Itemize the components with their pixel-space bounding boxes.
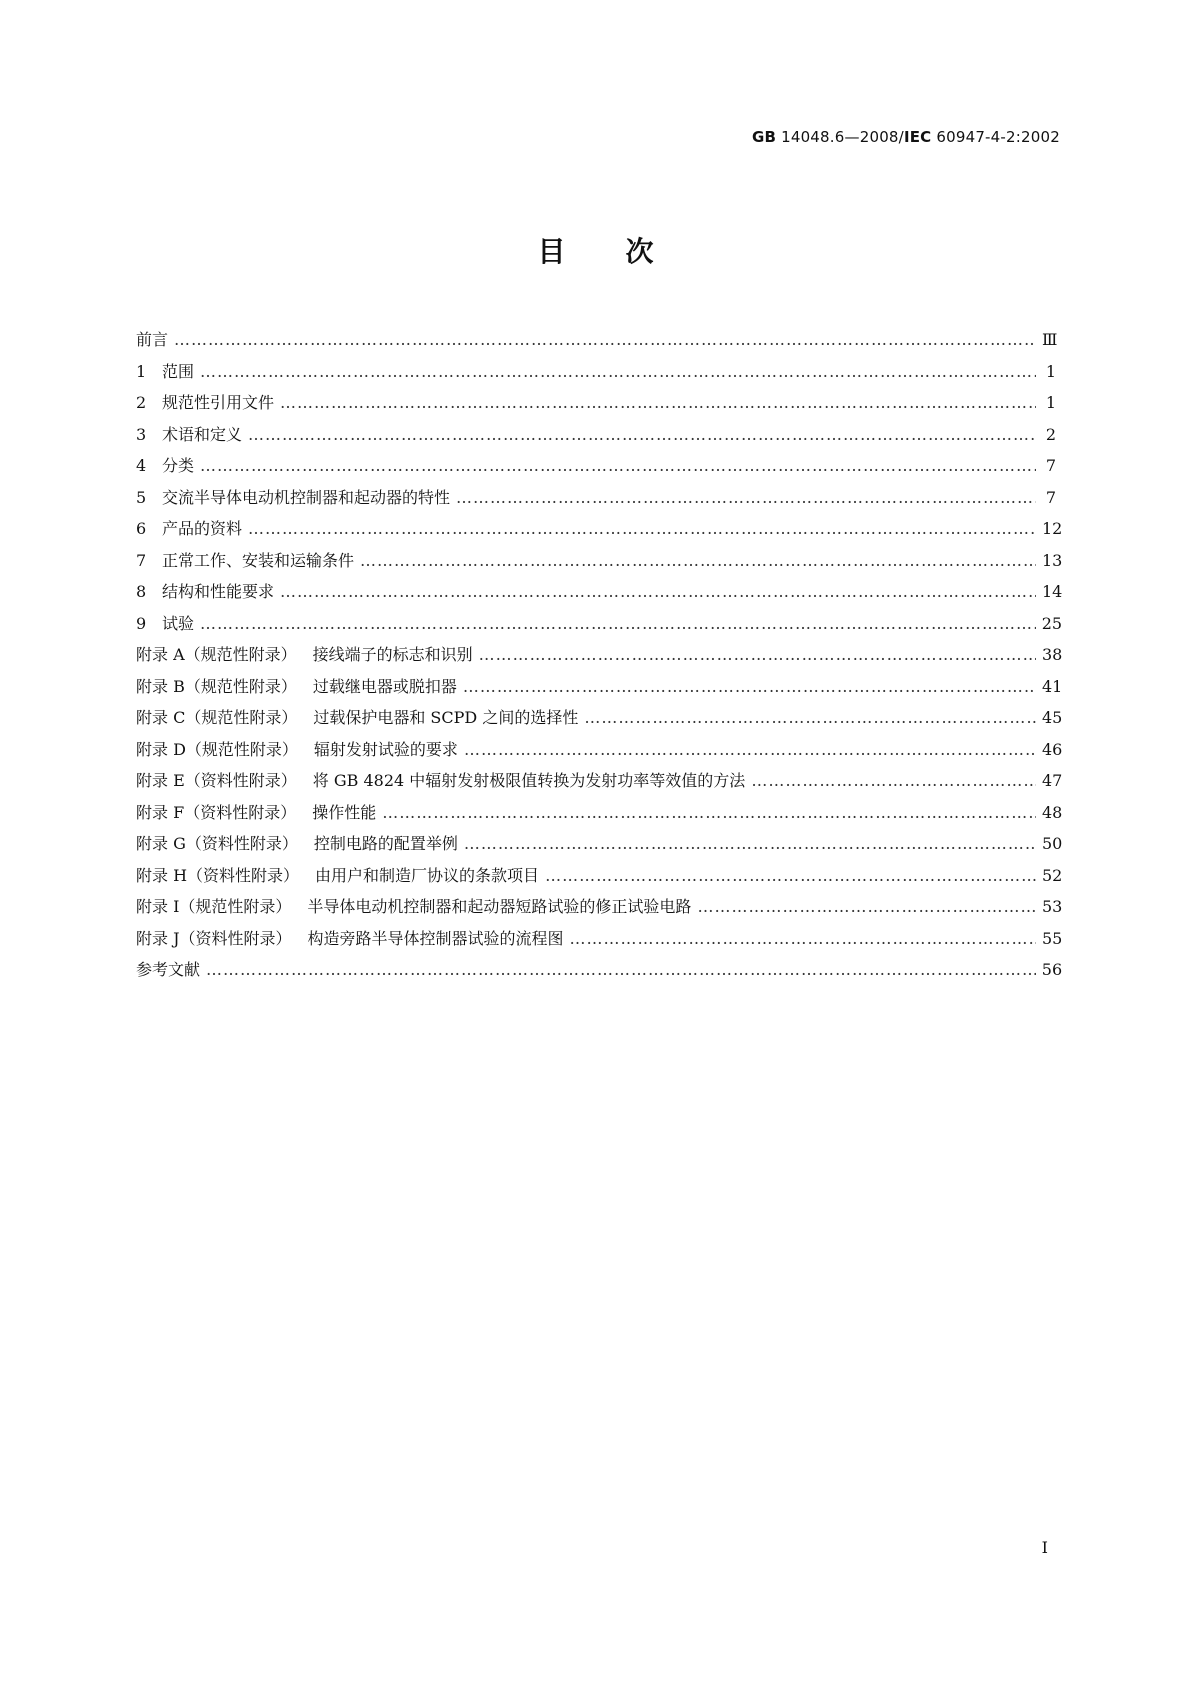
toc-leader-dots bbox=[456, 488, 1036, 507]
toc-leader-dots bbox=[570, 929, 1036, 948]
toc-entry[interactable] bbox=[136, 485, 1056, 517]
toc-leader-dots bbox=[248, 425, 1036, 444]
toc-entry-title: 前言 bbox=[136, 330, 169, 349]
toc-leader-dots bbox=[280, 582, 1036, 601]
toc-entry[interactable] bbox=[136, 642, 1063, 674]
toc-leader-dots bbox=[382, 803, 1036, 822]
toc-entry-page: 41 bbox=[1042, 676, 1063, 696]
toc-entry-title: 操作性能 bbox=[312, 802, 377, 822]
toc-entry[interactable] bbox=[136, 359, 1056, 391]
toc-entry-appendix-label: 附录 C（规范性附录） bbox=[136, 708, 298, 727]
toc-entry-page: 1 bbox=[1045, 393, 1056, 412]
toc-entry-title: 由用户和制造厂协议的条款项目 bbox=[315, 865, 540, 885]
toc-leader-dots bbox=[464, 740, 1036, 759]
toc-entry[interactable] bbox=[136, 768, 1063, 800]
toc-entry-number: 7 bbox=[136, 550, 147, 570]
toc-entry[interactable] bbox=[136, 737, 1063, 769]
toc-leader-dots bbox=[464, 834, 1036, 853]
toc-entry-number: 5 bbox=[136, 487, 147, 507]
toc-entry-page: 25 bbox=[1041, 613, 1063, 633]
toc-entry-title: 结构和性能要求 bbox=[162, 582, 275, 601]
toc-entry-title: 过载保护电器和 SCPD 之间的选择性 bbox=[313, 708, 579, 727]
toc-entry-appendix-label: 附录 H（资料性附录） bbox=[136, 865, 300, 885]
toc-entry-appendix-label: 附录 D（规范性附录） bbox=[136, 739, 298, 759]
toc-entry-page: 38 bbox=[1042, 645, 1063, 664]
toc-entry-number: 1 bbox=[136, 361, 147, 381]
toc-entry[interactable] bbox=[136, 831, 1063, 863]
toc-entry-page: 12 bbox=[1042, 519, 1063, 538]
toc-entry[interactable] bbox=[136, 863, 1063, 895]
toc-entry-page: 1 bbox=[1045, 361, 1056, 381]
page-title: 目次 bbox=[537, 235, 714, 268]
toc-entry-appendix-label: 附录 J（资料性附录） bbox=[136, 928, 292, 948]
toc-entry[interactable] bbox=[136, 548, 1063, 580]
toc-entry-title: 交流半导体电动机控制器和起动器的特性 bbox=[162, 487, 451, 507]
toc-leader-dots bbox=[280, 393, 1036, 412]
toc-leader-dots bbox=[360, 551, 1036, 570]
toc-leader-dots bbox=[200, 614, 1036, 633]
toc-entry-page: 13 bbox=[1042, 550, 1063, 570]
toc-entry[interactable] bbox=[136, 674, 1063, 706]
toc-leader-dots bbox=[200, 456, 1036, 475]
toc-entry[interactable] bbox=[136, 422, 1056, 454]
toc-entry-title: 接线端子的标志和识别 bbox=[312, 645, 473, 664]
toc-entry[interactable] bbox=[136, 516, 1063, 548]
toc-entry[interactable] bbox=[136, 390, 1056, 422]
toc-entry-title: 规范性引用文件 bbox=[162, 393, 275, 412]
toc-entry-appendix-label: 附录 F（资料性附录） bbox=[136, 802, 297, 822]
toc-entry-number: 4 bbox=[136, 456, 147, 475]
standard-code-gb-number: 14048.6—2008/ bbox=[776, 128, 904, 146]
toc-entry-title: 参考文献 bbox=[136, 960, 201, 979]
toc-leader-dots bbox=[479, 645, 1036, 664]
toc-entry-appendix-label: 附录 G（资料性附录） bbox=[136, 834, 298, 853]
toc-entry[interactable] bbox=[136, 926, 1063, 958]
toc-entry-page: 45 bbox=[1042, 708, 1063, 727]
toc-entry-title: 辐射发射试验的要求 bbox=[313, 739, 458, 759]
toc-entry-title: 术语和定义 bbox=[162, 424, 243, 444]
toc-entry-page: 48 bbox=[1042, 802, 1063, 822]
toc-entry-appendix-label: 附录 B（规范性附录） bbox=[136, 676, 297, 696]
standard-code-iec: IEC bbox=[903, 128, 932, 146]
standard-code-iec-number: 60947-4-2:2002 bbox=[931, 128, 1060, 146]
toc-entry-title: 产品的资料 bbox=[162, 519, 243, 538]
toc-leader-dots bbox=[174, 330, 1036, 349]
toc-entry[interactable] bbox=[136, 800, 1063, 832]
toc-entry-title: 分类 bbox=[162, 456, 195, 475]
toc-entry-page: 46 bbox=[1042, 739, 1063, 759]
toc-entry-page: 56 bbox=[1041, 960, 1063, 979]
toc-entry[interactable] bbox=[136, 611, 1063, 643]
toc-entry[interactable] bbox=[136, 453, 1056, 485]
toc-entry-title: 范围 bbox=[162, 361, 195, 381]
toc-entry-page: 53 bbox=[1042, 897, 1063, 916]
toc-leader-dots bbox=[248, 519, 1036, 538]
toc-entry[interactable] bbox=[136, 327, 1056, 359]
toc-entry[interactable] bbox=[136, 579, 1063, 611]
table-of-contents bbox=[136, 327, 1063, 989]
toc-entry-appendix-label: 附录 I（规范性附录） bbox=[136, 897, 292, 916]
toc-entry-title: 正常工作、安装和运输条件 bbox=[162, 550, 355, 570]
toc-entry-appendix-label: 附录 A（规范性附录） bbox=[136, 645, 297, 664]
toc-leader-dots bbox=[697, 897, 1036, 916]
toc-entry-page: 52 bbox=[1042, 865, 1063, 885]
toc-entry-page: 50 bbox=[1042, 834, 1063, 853]
toc-entry-page: 55 bbox=[1042, 928, 1063, 948]
toc-entry-number: 6 bbox=[136, 519, 147, 538]
toc-entry-title: 过载继电器或脱扣器 bbox=[312, 676, 457, 696]
toc-entry-title: 半导体电动机控制器和起动器短路试验的修正试验电路 bbox=[307, 897, 692, 916]
toc-leader-dots bbox=[751, 771, 1036, 790]
toc-leader-dots bbox=[545, 866, 1036, 885]
toc-entry-page: 14 bbox=[1042, 582, 1063, 601]
toc-entry-page: 7 bbox=[1045, 487, 1056, 507]
toc-entry-page: Ⅲ bbox=[1042, 330, 1058, 349]
toc-leader-dots bbox=[584, 708, 1036, 727]
toc-entry-number: 8 bbox=[136, 582, 147, 601]
toc-leader-dots bbox=[200, 362, 1036, 381]
toc-entry-page: 2 bbox=[1045, 424, 1056, 444]
toc-entry-number: 2 bbox=[136, 393, 147, 412]
toc-entry-page: 47 bbox=[1042, 771, 1063, 790]
standard-code-gb: GB bbox=[751, 128, 777, 146]
toc-entry-title: 构造旁路半导体控制器试验的流程图 bbox=[307, 928, 564, 948]
toc-entry-page: 7 bbox=[1045, 456, 1056, 475]
toc-entry-title: 试验 bbox=[162, 613, 195, 633]
toc-entry[interactable] bbox=[136, 894, 1063, 926]
standard-number-header bbox=[752, 128, 1060, 146]
toc-entry-title: 控制电路的配置举例 bbox=[313, 834, 458, 853]
toc-entry-appendix-label: 附录 E（资料性附录） bbox=[136, 771, 297, 790]
toc-entry[interactable] bbox=[136, 957, 1063, 989]
toc-entry[interactable] bbox=[136, 705, 1063, 737]
page-number: Ⅰ bbox=[1041, 1538, 1048, 1557]
toc-leader-dots bbox=[206, 960, 1036, 979]
toc-entry-number: 3 bbox=[136, 424, 147, 444]
toc-entry-title: 将 GB 4824 中辐射发射极限值转换为发射功率等效值的方法 bbox=[312, 771, 746, 790]
toc-entry-number: 9 bbox=[136, 613, 147, 633]
toc-leader-dots bbox=[463, 677, 1036, 696]
